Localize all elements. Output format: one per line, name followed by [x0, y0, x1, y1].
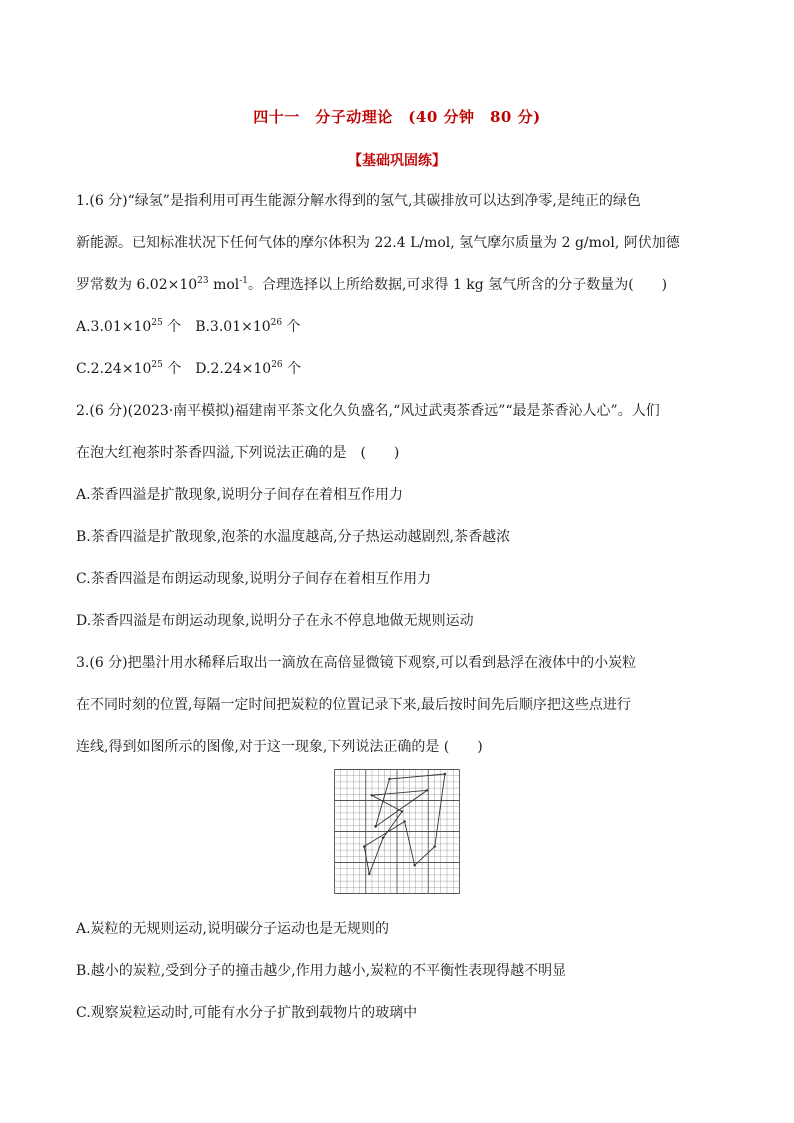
q1-options-cd	[76, 359, 301, 379]
q2-option-c: C.茶香四溢是布朗运动现象,说明分子间存在着相互作用力	[76, 571, 432, 587]
particle-position-point	[382, 837, 384, 839]
particle-position-point	[444, 773, 446, 775]
q3-line-2: 在不同时刻的位置,每隔一定时间把炭粒的位置记录下来,最后按时间先后顺序把这些点进行	[76, 697, 631, 713]
q1-option-b: $B.3.01\times 10^{26}$ 个	[195, 318, 301, 335]
q1-line-3-exp1: 23	[197, 276, 209, 286]
q1-line-3-exp2: -1	[239, 276, 249, 286]
page-title: 四十一 分子动理论 (40 分钟 80 分)	[253, 108, 541, 126]
particle-position-point	[388, 778, 390, 780]
q2-option-d: D.茶香四溢是布朗运动现象,说明分子在永不停息地做无规则运动	[76, 613, 474, 629]
q2-line-2: 在泡大红袍茶时茶香四溢,下列说法正确的是 ( )	[76, 445, 400, 461]
q1-option-d: $D.2.24\times 10^{26}$ 个	[195, 360, 302, 377]
section-heading: 【基础巩固练】	[348, 153, 446, 169]
q3-option-c: C.观察炭粒运动时,可能有水分子扩散到载物片的玻璃中	[76, 1005, 418, 1021]
brownian-motion-figure	[334, 769, 460, 894]
particle-position-point	[371, 794, 373, 796]
q1-options-ab	[76, 317, 301, 337]
q1-line-3-c: 。合理选择以上所给数据,可求得 1 kg 氢气所含的分子数量为( )	[248, 277, 668, 293]
particle-position-point	[363, 845, 365, 847]
q3-line-3: 连线,得到如图所示的图像,对于这一现象,下列说法正确的是 ( )	[76, 739, 483, 755]
particle-position-point	[403, 820, 405, 822]
particle-position-point	[434, 845, 436, 847]
figure-grid	[335, 770, 460, 894]
q1-line-3-b: mol	[208, 277, 240, 293]
q1-option-c: $C.2.24\times 10^{25}$ 个	[76, 360, 196, 377]
q2-option-b: B.茶香四溢是扩散现象,泡茶的水温度越高,分子热运动越剧烈,茶香越浓	[76, 529, 511, 545]
particle-position-point	[401, 810, 403, 812]
q2-option-a: A.茶香四溢是扩散现象,说明分子间存在着相互作用力	[76, 487, 404, 503]
q1-line-2: 新能源。已知标准状况下任何气体的摩尔体积为 22.4 L/mol, 氢气摩尔质量为 2 g/mol, 阿伏加德	[76, 235, 680, 251]
particle-position-point	[368, 873, 370, 875]
particle-position-point	[374, 825, 376, 827]
q2-line-1: 2.(6 分)(2023·南平模拟)福建南平茶文化久负盛名,“风过武夷茶香远”“最是茶香沁人心”。人们	[76, 403, 660, 419]
q1-option-a: $A.3.01\times 10^{25}$ 个	[76, 318, 196, 335]
q1-line-1: 1.(6 分)“绿氢”是指利用可再生能源分解水得到的氢气,其碳排放可以达到净零,是纯正的绿色	[76, 193, 641, 209]
q3-option-a: A.炭粒的无规则运动,说明碳分子运动也是无规则的	[76, 921, 390, 937]
q1-line-3	[76, 275, 667, 295]
q1-line-3-a: 罗常数为 6.02×10	[76, 277, 198, 293]
particle-path	[364, 774, 445, 874]
particle-position-point	[426, 789, 428, 791]
q3-option-b: B.越小的炭粒,受到分子的撞击越少,作用力越小,炭粒的不平衡性表现得越不明显	[76, 963, 567, 979]
q3-line-1: 3.(6 分)把墨汁用水稀释后取出一滴放在高倍显微镜下观察,可以看到悬浮在液体中的小炭粒	[76, 655, 637, 671]
particle-position-point	[413, 864, 415, 866]
